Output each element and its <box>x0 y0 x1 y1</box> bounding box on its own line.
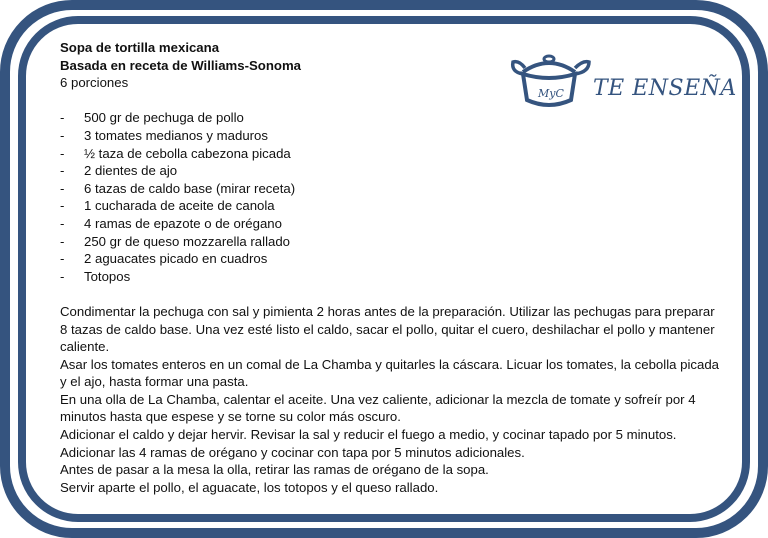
instruction-step: Adicionar las 4 ramas de orégano y cocinar con tapa por 5 minutos adicionales. <box>60 444 525 460</box>
list-item: - 2 aguacates picado en cuadros <box>60 251 268 267</box>
recipe-content <box>60 39 720 496</box>
pot-label: MyC <box>538 87 564 100</box>
instruction-step: En una olla de La Chamba, calentar el aceite. Una vez caliente, adicionar la mezcla de tomate y sofreír por 4 minutos hasta que espese y se torne su color más oscuro. <box>60 391 696 425</box>
list-item: - 1 cucharada de aceite de canola <box>60 198 275 214</box>
list-item: - 500 gr de pechuga de pollo <box>60 110 244 126</box>
list-item: - 4 ramas de epazote o de orégano <box>60 215 282 231</box>
instruction-step: Condimentar la pechuga con sal y pimienta 2 horas antes de la preparación. Utilizar las pechugas para preparar 8 tazas de caldo base. Una vez esté listo el caldo, sacar el pollo, quitar el cuero, deshilachar el pollo y mantener caliente. <box>60 303 715 355</box>
recipe-source: Basada en receta de Williams-Sonoma <box>60 57 302 73</box>
instruction-step: Antes de pasar a la mesa la olla, retirar las ramas de orégano de la sopa. <box>60 462 489 478</box>
list-item: - Totopos <box>60 268 131 284</box>
instructions <box>60 303 720 497</box>
recipe-servings: 6 porciones <box>60 75 129 91</box>
list-item: - 2 dientes de ajo <box>60 163 178 179</box>
instruction-step: Adicionar el caldo y dejar hervir. Revisar la sal y reducir el fuego a medio, y cocinar tapado por 5 minutos. <box>60 427 677 443</box>
logo-text: TE ENSEÑA <box>593 76 737 101</box>
list-item: - 3 tomates medianos y maduros <box>60 127 268 143</box>
ingredient-list <box>60 109 720 285</box>
recipe-title: Sopa de tortilla mexicana <box>60 40 220 55</box>
instruction-step: Asar los tomates enteros en un comal de La Chamba y quitarles la cáscara. Licuar los tomates, la cebolla picada y el ajo, hasta formar una pasta. <box>60 356 719 390</box>
list-item: - ½ taza de cebolla cabezona picada <box>60 145 291 161</box>
list-item: - 6 tazas de caldo base (mirar receta) <box>60 180 296 196</box>
instruction-step: Servir aparte el pollo, el aguacate, los totopos y el queso rallado. <box>60 479 439 495</box>
list-item: - 250 gr de queso mozzarella rallado <box>60 233 290 249</box>
